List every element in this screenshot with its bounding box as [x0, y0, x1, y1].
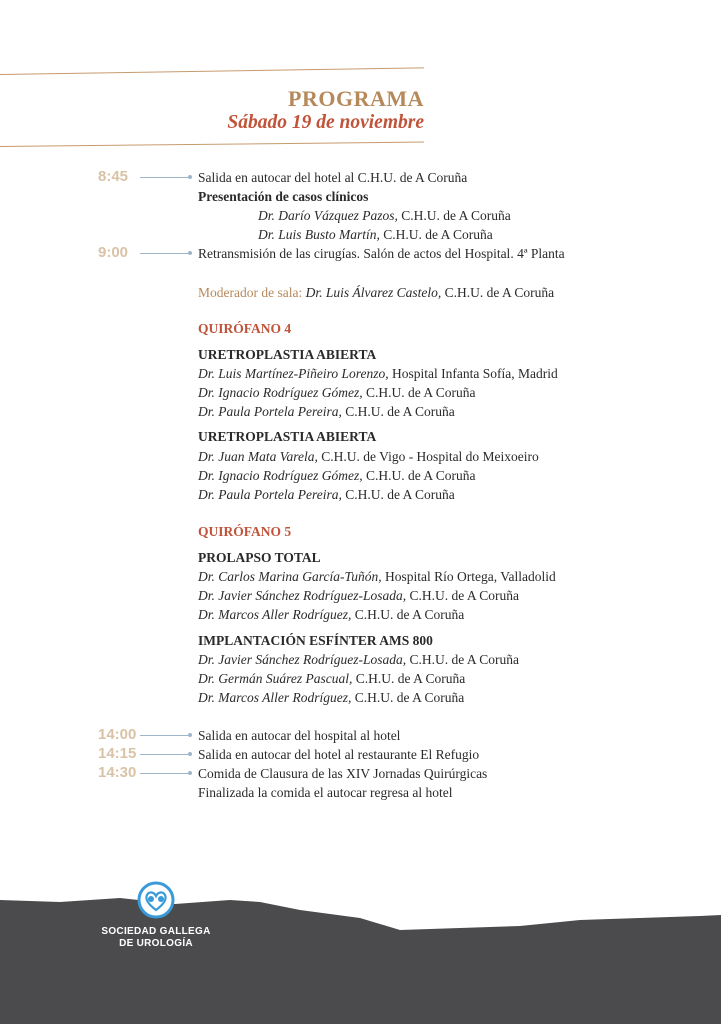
time-label: 14:30 [98, 764, 137, 781]
logo-text-line2: DE UROLOGÍA [119, 938, 193, 949]
section-title: QUIRÓFANO 4 [198, 321, 292, 336]
top-divider [0, 67, 424, 75]
speaker-line: Dr. Germán Suárez Pascual, C.H.U. de A Coruña [198, 671, 466, 686]
timeline-connector [140, 253, 190, 254]
speaker-line: Dr. Marcos Aller Rodríguez, C.H.U. de A Coruña [198, 607, 465, 622]
moderator-line: Moderador de sala: Dr. Luis Álvarez Castelo, C.H.U. de A Coruña [198, 285, 555, 300]
speaker-line: Dr. Ignacio Rodríguez Gómez, C.H.U. de A Coruña [198, 468, 476, 483]
casos-title: Presentación de casos clínicos [198, 189, 369, 204]
event-text: Retransmisión de las cirugías. Salón de actos del Hospital. 4ª Planta [198, 246, 565, 261]
procedure-title: URETROPLASTIA ABIERTA [198, 347, 377, 362]
timeline-connector [140, 773, 190, 774]
speaker-line: Dr. Ignacio Rodríguez Gómez, C.H.U. de A Coruña [198, 385, 476, 400]
logo-text-line1: SOCIEDAD GALLEGA [101, 926, 211, 937]
time-label: 8:45 [98, 168, 129, 185]
bottom-divider [0, 142, 424, 147]
speaker-line: Dr. Luis Busto Martín, C.H.U. de A Coruña [258, 227, 493, 242]
section-title: QUIRÓFANO 5 [198, 524, 292, 539]
time-label: 14:15 [98, 745, 137, 762]
speaker-line: Dr. Paula Portela Pereira, C.H.U. de A Coruña [198, 404, 455, 419]
event-text: Salida en autocar del hotel al C.H.U. de A Coruña [198, 170, 468, 185]
speaker-line: Dr. Marcos Aller Rodríguez, C.H.U. de A Coruña [198, 690, 465, 705]
page-title: PROGRAMA [288, 86, 424, 111]
event-text: Comida de Clausura de las XIV Jornadas Quirúrgicas [198, 766, 488, 781]
speaker-line: Dr. Javier Sánchez Rodríguez-Losada, C.H.U. de A Coruña [198, 652, 519, 667]
speaker-line: Dr. Juan Mata Varela, C.H.U. de Vigo - Hospital do Meixoeiro [198, 449, 539, 464]
logo [136, 880, 176, 920]
procedure-title: IMPLANTACIÓN ESFÍNTER AMS 800 [198, 633, 433, 648]
procedure-title: URETROPLASTIA ABIERTA [198, 429, 377, 444]
speaker-line: Dr. Luis Martínez-Piñeiro Lorenzo, Hospital Infanta Sofía, Madrid [198, 366, 558, 381]
landscape-silhouette [0, 880, 721, 1024]
time-label: 14:00 [98, 726, 137, 743]
speaker-line: Dr. Carlos Marina García-Tuñón, Hospital Río Ortega, Valladolid [198, 569, 556, 584]
timeline-connector [140, 735, 190, 736]
footer-band [0, 880, 721, 1024]
speaker-line: Dr. Paula Portela Pereira, C.H.U. de A Coruña [198, 487, 455, 502]
event-text: Salida en autocar del hotel al restaurante El Refugio [198, 747, 480, 762]
page-subtitle: Sábado 19 de noviembre [227, 112, 424, 133]
procedure-title: PROLAPSO TOTAL [198, 550, 321, 565]
event-text: Finalizada la comida el autocar regresa al hotel [198, 785, 453, 800]
event-text: Salida en autocar del hospital al hotel [198, 728, 401, 743]
speaker-line: Dr. Darío Vázquez Pazos, C.H.U. de A Coruña [258, 208, 511, 223]
speaker-line: Dr. Javier Sánchez Rodríguez-Losada, C.H.U. de A Coruña [198, 588, 519, 603]
heart-drop-logo-icon [136, 880, 176, 920]
timeline-connector [140, 754, 190, 755]
timeline-connector [140, 177, 190, 178]
time-label: 9:00 [98, 244, 129, 261]
